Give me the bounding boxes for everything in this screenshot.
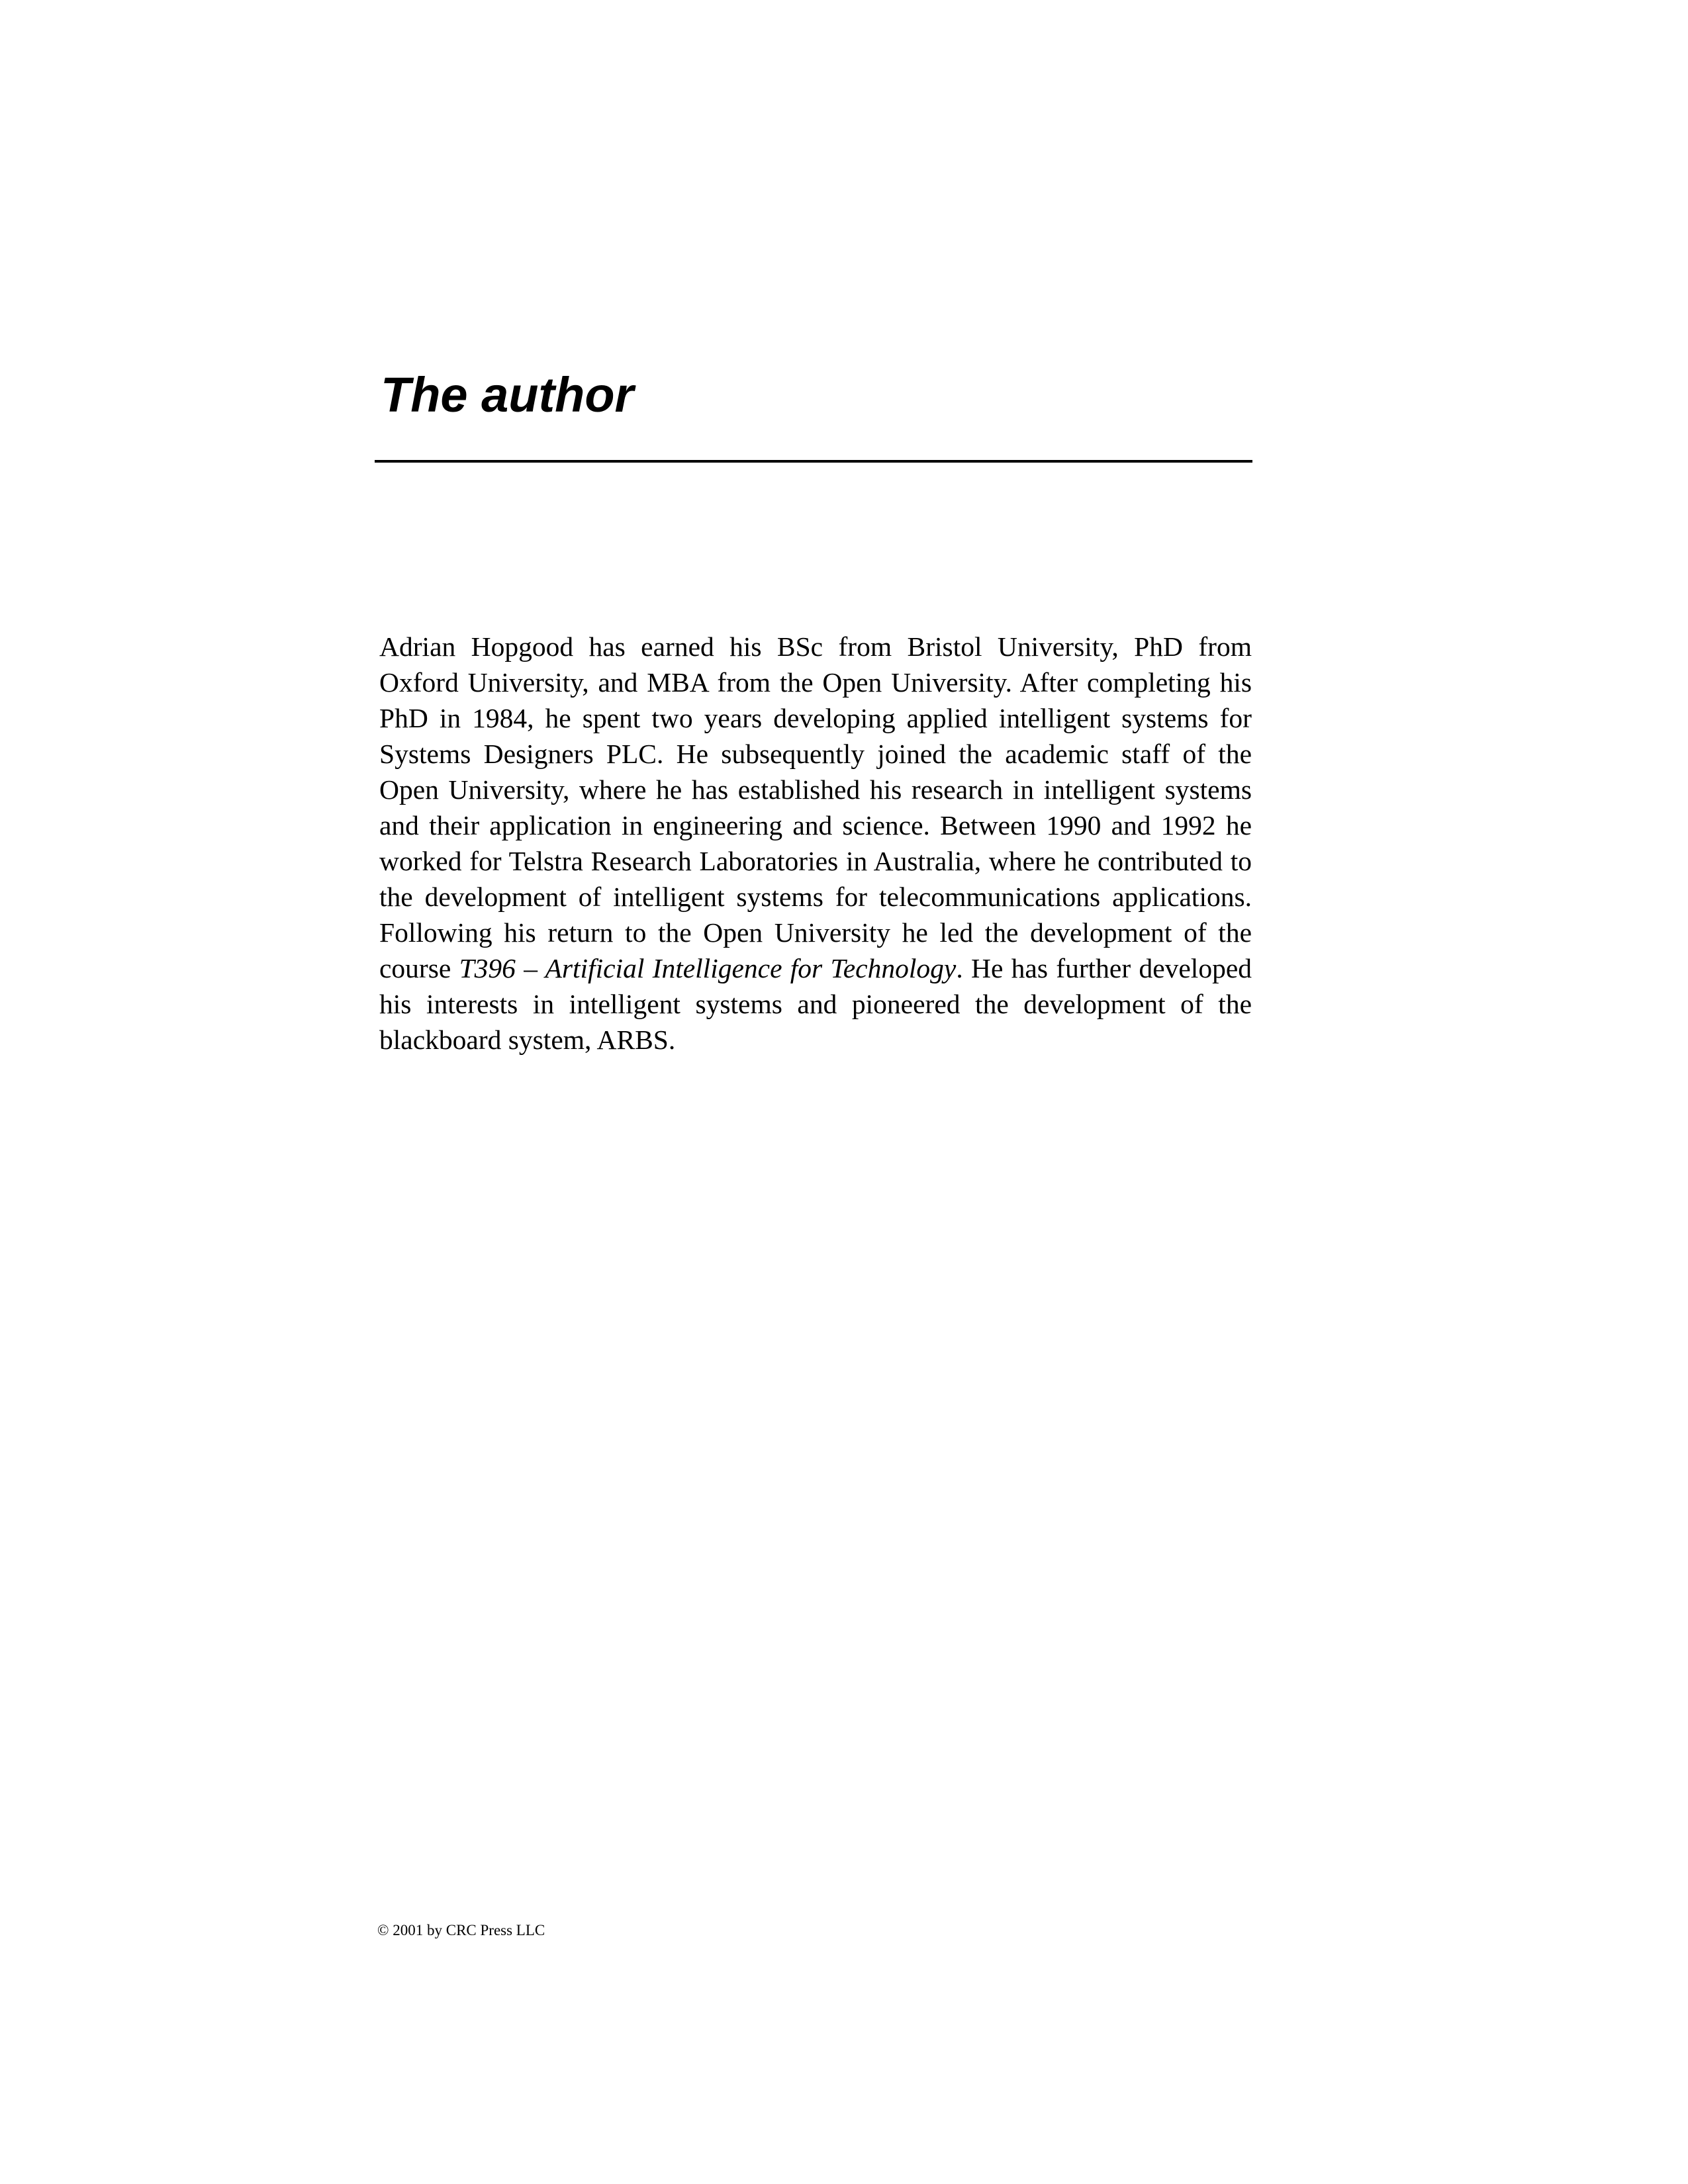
course-title: T396 – Artificial Intelligence for Technology: [459, 953, 957, 983]
copyright-footer: © 2001 by CRC Press LLC: [377, 1922, 545, 1938]
bio-line: his interests in intelligent systems and pioneered the development of the: [379, 989, 1252, 1019]
bio-line: Systems Designers PLC. He subsequently joined the academic staff of the: [379, 739, 1252, 769]
bio-line: Adrian Hopgood has earned his BSc from Bristol University, PhD from: [379, 631, 1252, 662]
bio-line: worked for Telstra Research Laboratories in Australia, where he contributed to: [379, 846, 1252, 876]
bio-line: the development of intelligent systems for telecommunications applications.: [379, 882, 1252, 912]
bio-line: and their application in engineering and science. Between 1990 and 1992 he: [379, 810, 1252, 841]
page-title: The author: [381, 367, 634, 422]
bio-line: Oxford University, and MBA from the Open University. After completing his: [379, 667, 1252, 698]
course-suffix: . He has further developed: [956, 953, 1252, 983]
course-prefix: course: [379, 953, 459, 983]
title-divider: [375, 460, 1252, 463]
author-bio-paragraph: [379, 629, 1252, 1058]
bio-line: blackboard system, ARBS.: [379, 1024, 676, 1055]
bio-line: Following his return to the Open University he led the development of the: [379, 917, 1252, 948]
bio-line: PhD in 1984, he spent two years developing applied intelligent systems for: [379, 703, 1252, 733]
bio-line: Open University, where he has established his research in intelligent systems: [379, 774, 1252, 805]
bio-line-course: [379, 950, 1252, 986]
